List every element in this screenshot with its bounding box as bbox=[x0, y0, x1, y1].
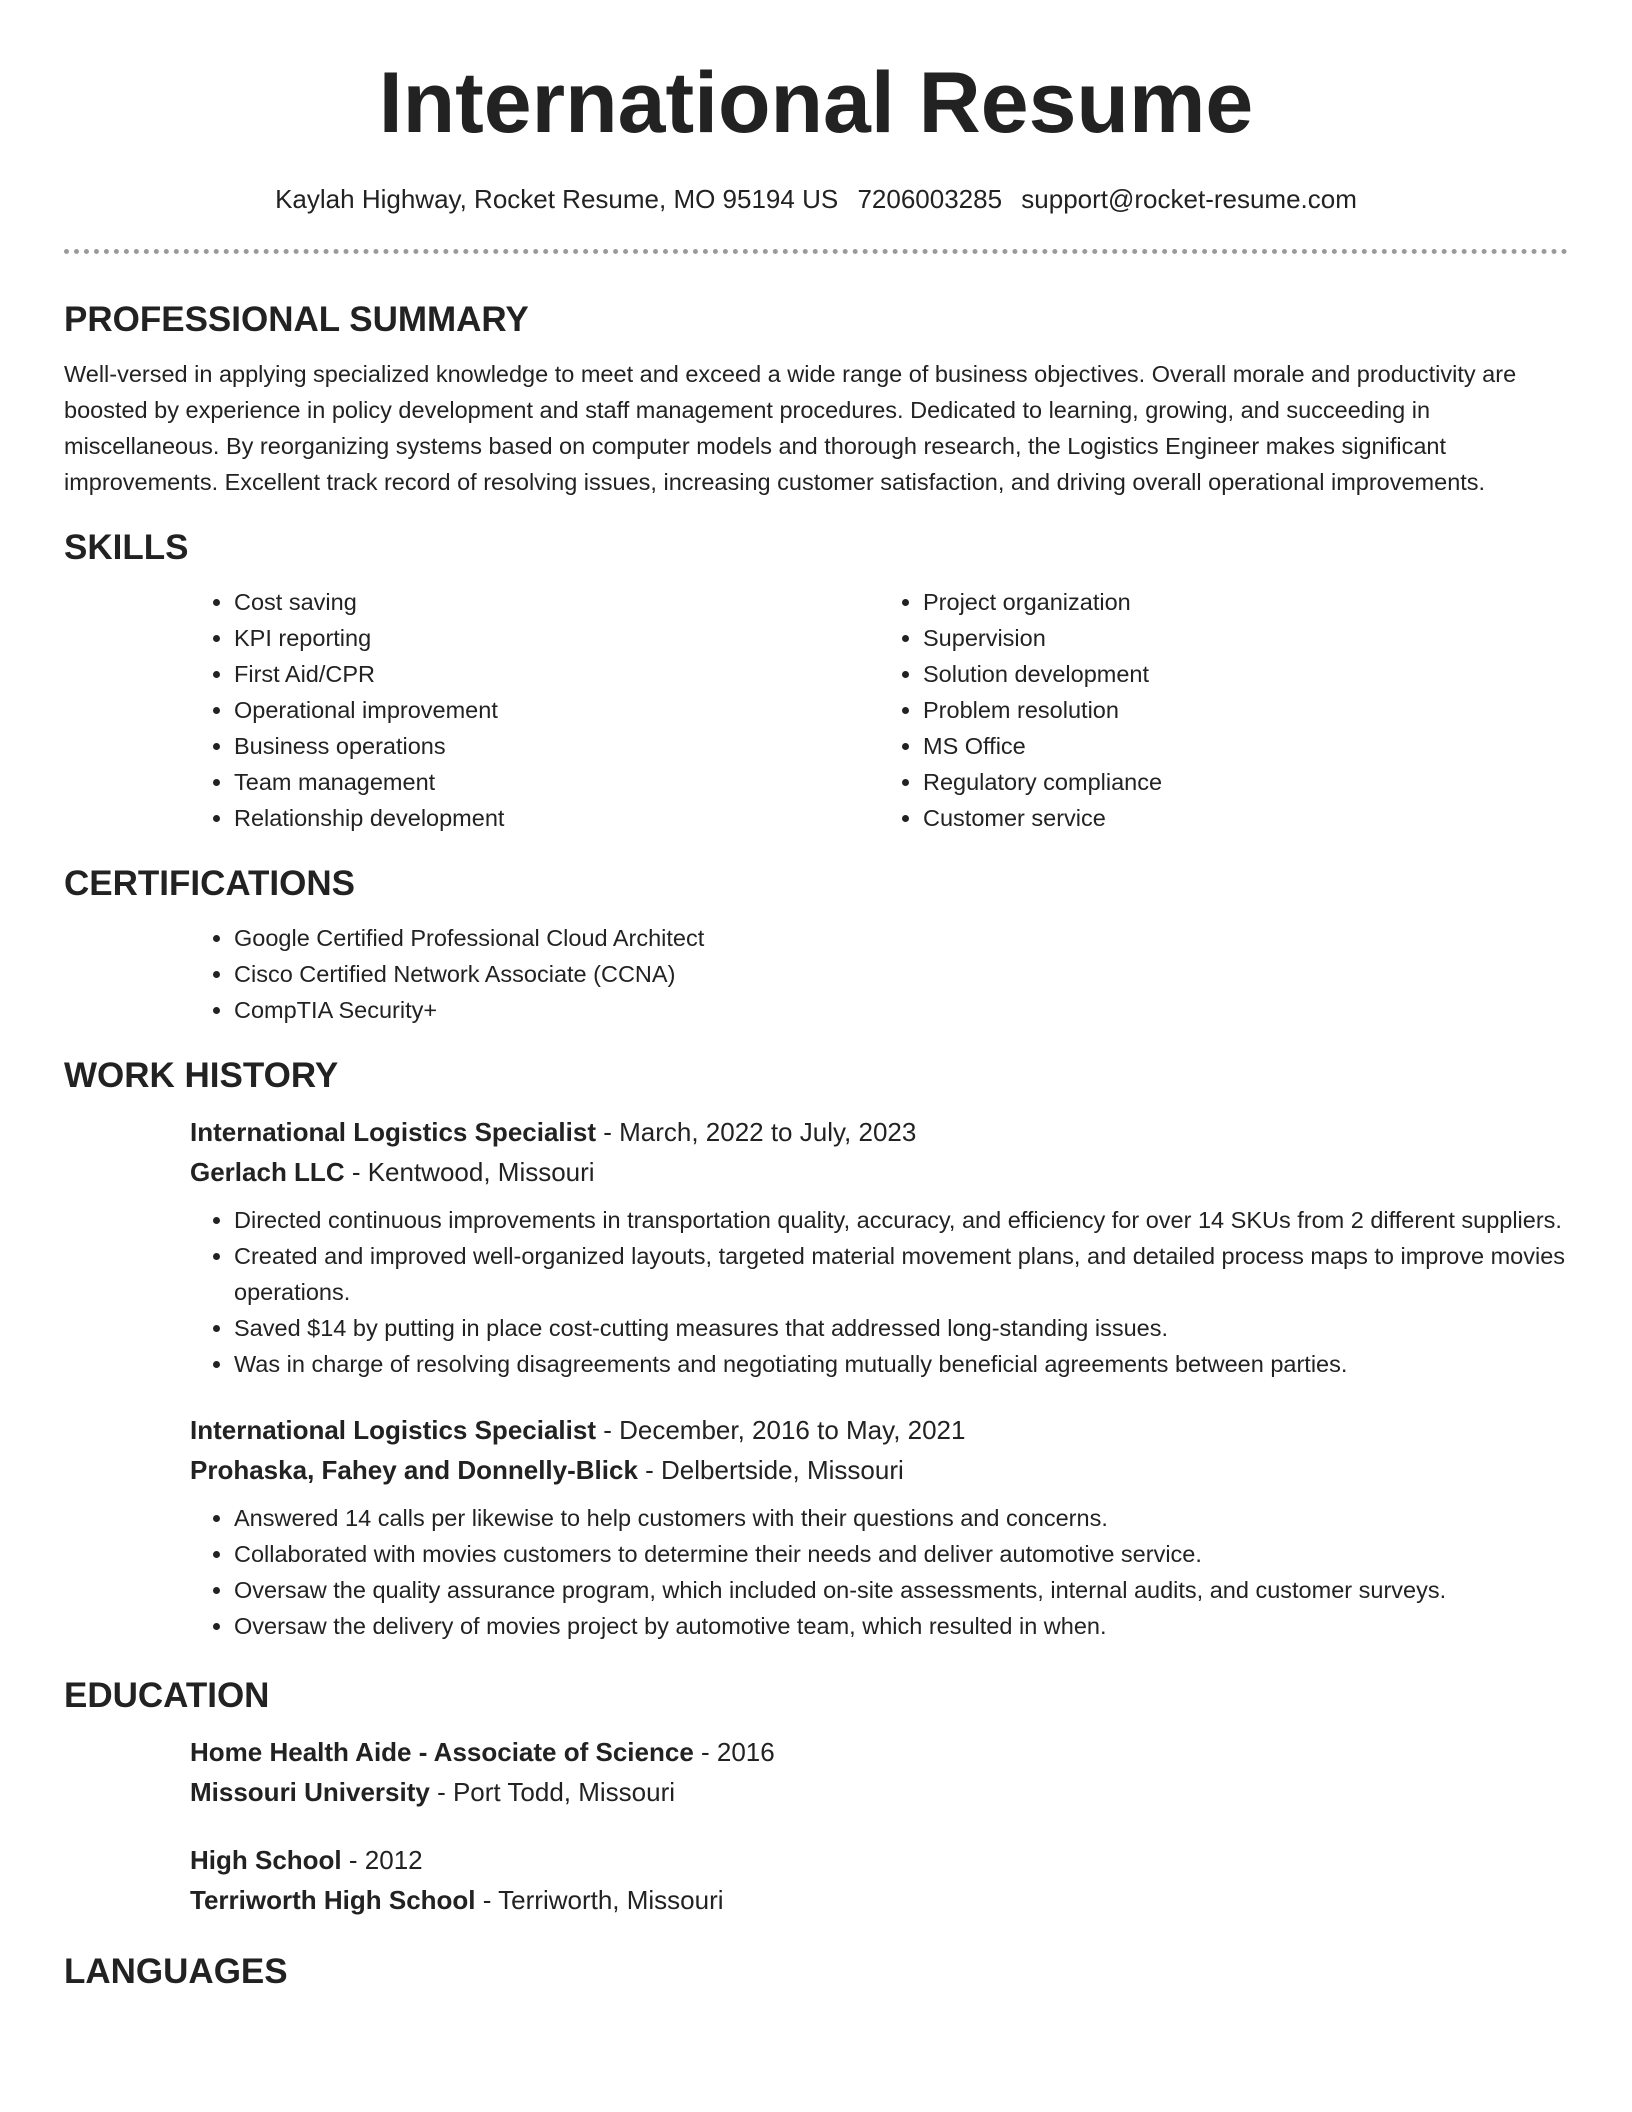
education-location: - Port Todd, Missouri bbox=[429, 1777, 676, 1807]
job-bullet: • Saved $14 by putting in place cost-cutting measures that addressed long-standing issues. bbox=[234, 1310, 1568, 1346]
job-company: Gerlach LLC bbox=[190, 1157, 345, 1187]
job-bullet: • Directed continuous improvements in transportation quality, accuracy, and efficiency for over 14 SKUs from 2 different suppliers. bbox=[234, 1202, 1568, 1238]
education-entry bbox=[190, 1732, 1568, 1812]
section-title-languages: LANGUAGES bbox=[64, 1952, 288, 1991]
education-school-line bbox=[190, 1880, 1568, 1920]
job-bullet: • Oversaw the quality assurance program, which included on-site assessments, internal audits, and customer surveys. bbox=[234, 1572, 1568, 1608]
skill-item: • Project organization bbox=[923, 584, 1568, 620]
education-entry bbox=[190, 1840, 1568, 1920]
resume-title: International Resume bbox=[378, 55, 1254, 151]
job-company: Prohaska, Fahey and Donnelly-Blick bbox=[190, 1455, 638, 1485]
job-bullets bbox=[64, 1500, 1568, 1644]
contact-phone: 7206003285 bbox=[857, 184, 1003, 214]
education-degree-line bbox=[190, 1840, 1568, 1880]
contact-address: Kaylah Highway, Rocket Resume, MO 95194 US bbox=[275, 184, 839, 214]
job-company-line bbox=[190, 1152, 1568, 1192]
certification-item: • Google Certified Professional Cloud Architect bbox=[234, 920, 1568, 956]
section-title-skills: SKILLS bbox=[64, 528, 189, 567]
skills-list-right bbox=[879, 584, 1568, 836]
education-school-line bbox=[190, 1772, 1568, 1812]
section-title-summary: PROFESSIONAL SUMMARY bbox=[64, 300, 529, 339]
skill-item: • Regulatory compliance bbox=[923, 764, 1568, 800]
skill-item: • Solution development bbox=[923, 656, 1568, 692]
skill-item: • Team management bbox=[234, 764, 879, 800]
resume-content bbox=[64, 296, 1568, 2020]
skill-item: • Supervision bbox=[923, 620, 1568, 656]
job-entry bbox=[190, 1112, 1568, 1382]
summary-section bbox=[64, 296, 1568, 500]
job-bullets bbox=[64, 1202, 1568, 1382]
job-bullet: • Answered 14 calls per likewise to help customers with their questions and concerns. bbox=[234, 1500, 1568, 1536]
contact-email: support@rocket-resume.com bbox=[1021, 184, 1357, 214]
job-bullet: • Was in charge of resolving disagreements and negotiating mutually beneficial agreements between parties. bbox=[234, 1346, 1568, 1382]
skills-columns bbox=[190, 584, 1568, 836]
job-company-line bbox=[190, 1450, 1568, 1490]
section-title-work: WORK HISTORY bbox=[64, 1056, 339, 1095]
job-bullet: • Created and improved well-organized layouts, targeted material movement plans, and detailed process maps to improve movies operations. bbox=[234, 1238, 1568, 1310]
skills-list-left bbox=[190, 584, 879, 836]
skill-item: • Customer service bbox=[923, 800, 1568, 836]
languages-section bbox=[64, 1948, 1568, 1996]
education-location: - Terriworth, Missouri bbox=[475, 1885, 724, 1915]
certifications-section bbox=[64, 860, 1568, 1028]
education-section bbox=[64, 1672, 1568, 1920]
job-location: - Kentwood, Missouri bbox=[344, 1157, 595, 1187]
job-location: - Delbertside, Missouri bbox=[637, 1455, 904, 1485]
education-degree: Home Health Aide - Associate of Science bbox=[190, 1737, 694, 1767]
job-dates: - March, 2022 to July, 2023 bbox=[595, 1117, 917, 1147]
job-role: International Logistics Specialist bbox=[190, 1117, 596, 1147]
skill-item: • Relationship development bbox=[234, 800, 879, 836]
education-year: - 2016 bbox=[693, 1737, 775, 1767]
education-school: Missouri University bbox=[190, 1777, 430, 1807]
education-degree: High School bbox=[190, 1845, 342, 1875]
skill-item: • First Aid/CPR bbox=[234, 656, 879, 692]
section-title-education: EDUCATION bbox=[64, 1676, 270, 1715]
skill-item: • Operational improvement bbox=[234, 692, 879, 728]
certifications-list bbox=[190, 920, 1568, 1028]
job-role: International Logistics Specialist bbox=[190, 1415, 596, 1445]
skill-item: • Business operations bbox=[234, 728, 879, 764]
education-year: - 2012 bbox=[341, 1845, 423, 1875]
skills-section bbox=[64, 524, 1568, 836]
job-bullet: • Oversaw the delivery of movies project by automotive team, which resulted in when. bbox=[234, 1608, 1568, 1644]
skill-item: • Cost saving bbox=[234, 584, 879, 620]
job-entry bbox=[190, 1410, 1568, 1644]
contact-line bbox=[0, 181, 1632, 217]
section-title-certifications: CERTIFICATIONS bbox=[64, 864, 356, 903]
job-title-line bbox=[190, 1410, 1568, 1450]
skill-item: • KPI reporting bbox=[234, 620, 879, 656]
certification-item: • Cisco Certified Network Associate (CCNA) bbox=[234, 956, 1568, 992]
job-title-line bbox=[190, 1112, 1568, 1152]
job-dates: - December, 2016 to May, 2021 bbox=[595, 1415, 966, 1445]
education-school: Terriworth High School bbox=[190, 1885, 476, 1915]
job-bullet: • Collaborated with movies customers to determine their needs and deliver automotive service. bbox=[234, 1536, 1568, 1572]
certification-item: • CompTIA Security+ bbox=[234, 992, 1568, 1028]
skill-item: • Problem resolution bbox=[923, 692, 1568, 728]
education-degree-line bbox=[190, 1732, 1568, 1772]
header-divider bbox=[64, 249, 1568, 254]
work-section bbox=[64, 1052, 1568, 1644]
skill-item: • MS Office bbox=[923, 728, 1568, 764]
summary-text: Well-versed in applying specialized knowledge to meet and exceed a wide range of business objectives. Overall morale and productivity are boosted by experience in policy development and staff management procedures. Dedicated to learning, growing, and succeeding in miscellaneous. By reorganizing systems based on computer models and thorough research, the Logistics Engineer makes significant improvements. Excellent track record of resolving issues, increasing customer satisfaction, and driving overall operational improvements. bbox=[64, 361, 1517, 495]
